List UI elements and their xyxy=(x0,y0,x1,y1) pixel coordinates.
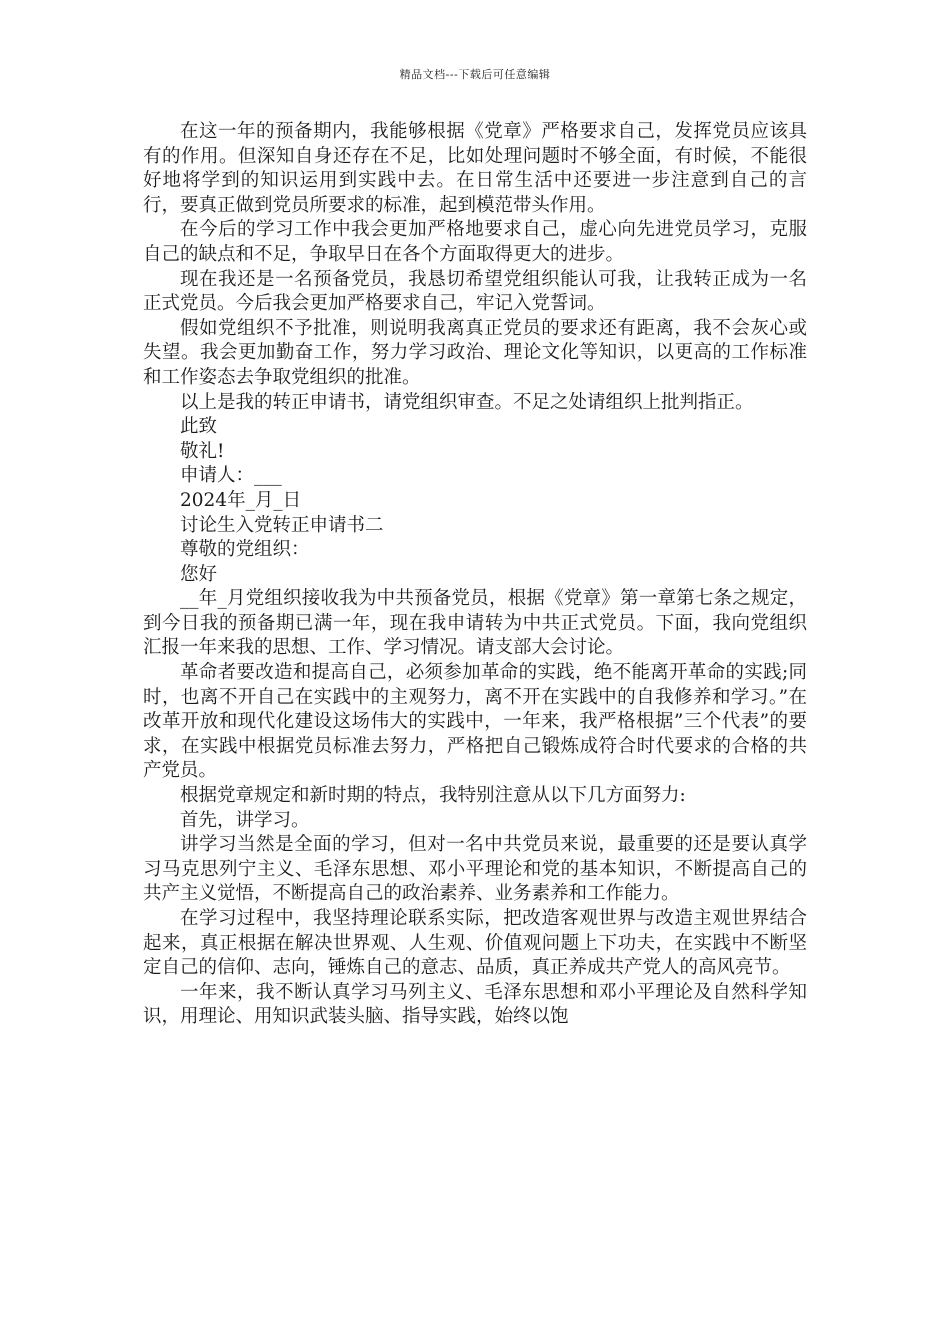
paragraph: 在今后的学习工作中我会更加严格地要求自己，虚心向先进党员学习，克服自己的缺点和不足，争取早日在各个方面取得更大的进步。 xyxy=(143,219,807,265)
paragraph: 根据党章规定和新时期的特点，我特别注意从以下几方面努力: xyxy=(180,785,686,807)
paragraph: 现在我还是一名预备党员，我恳切希望党组织能认可我，让我转正成为一名正式党员。今后我会更加严格要求自己，牢记入党誓词。 xyxy=(143,268,807,315)
applicant-line: 申请人：___ xyxy=(180,465,282,487)
paragraph: 假如党组织不予批准，则说明我离真正党员的要求还有距离，我不会灰心或失望。我会更加勤奋工作，努力学习政治、理论文化等知识，以更高的工作标准和工作姿态去争取党组织的批准。 xyxy=(143,317,807,388)
greeting: 您好 xyxy=(180,563,218,585)
paragraph: 讲学习当然是全面的学习，但对一名中共党员来说，最重要的还是要认真学习马克思列宁主义、毛泽东思想、邓小平理论和党的基本知识，不断提高自己的共产主义觉悟，不断提高自己的政治素养、业务素养和工作能力。 xyxy=(143,834,807,905)
paragraph: 在这一年的预备期内，我能够根据《党章》严格要求自己，发挥党员应该具有的作用。但深知自身还存在不足，比如处理问题时不够全面，有时候，不能很好地将学到的知识运用到实践中去。在日常生活中还要进一步注意到自己的言行，要真正做到党员所要求的标准，起到模范带头作用。 xyxy=(143,121,807,216)
document-body xyxy=(143,120,807,1030)
paragraph: 以上是我的转正申请书，请党组织审查。不足之处请组织上批判指正。 xyxy=(180,391,754,413)
date-line: 2024年_月_日 xyxy=(180,489,302,511)
greeting-recipient: 尊敬的党组织： xyxy=(180,539,310,561)
page-header: 精品文档---下载后可任意编辑 xyxy=(399,68,551,81)
paragraph: 首先，讲学习。 xyxy=(180,809,310,831)
paragraph: 革命者要改造和提高自己，必须参加革命的实践，绝不能离开革命的实践;同时，也离不开自己在实践中的主观努力，离不开在实践中的自我修养和学习。”在改革开放和现代化建设这场伟大的实践中，一年来，我严格根据”三个代表”的要求，在实践中根据党员标准去努力，严格把自己锻炼成符合时代要求的合格的共产党员。 xyxy=(143,662,807,782)
paragraph: __年_月党组织接收我为中共预备党员，根据《党章》第一章第七条之规定，到今日我的预备期已满一年，现在我申请转为中共正式党员。下面，我向党组织汇报一年来我的思想、工作、学习情况。请支部大会讨论。 xyxy=(143,588,807,659)
salutation-line: 敬礼! xyxy=(180,440,225,462)
paragraph: 一年来，我不断认真学习马列主义、毛泽东思想和邓小平理论及自然科学知识，用理论、用知识武装头脑、指导实践，始终以饱 xyxy=(143,981,807,1028)
section-title: 讨论生入党转正申请书二 xyxy=(180,514,384,536)
closing-line: 此致 xyxy=(180,416,218,438)
paragraph: 在学习过程中，我坚持理论联系实际，把改造客观世界与改造主观世界结合起来，真正根据在解决世界观、人生观、价值观问题上下功夫，在实践中不断坚定自己的信仰、志向，锤炼自己的意志、品质，真正养成共产党人的高风亮节。 xyxy=(143,908,807,979)
